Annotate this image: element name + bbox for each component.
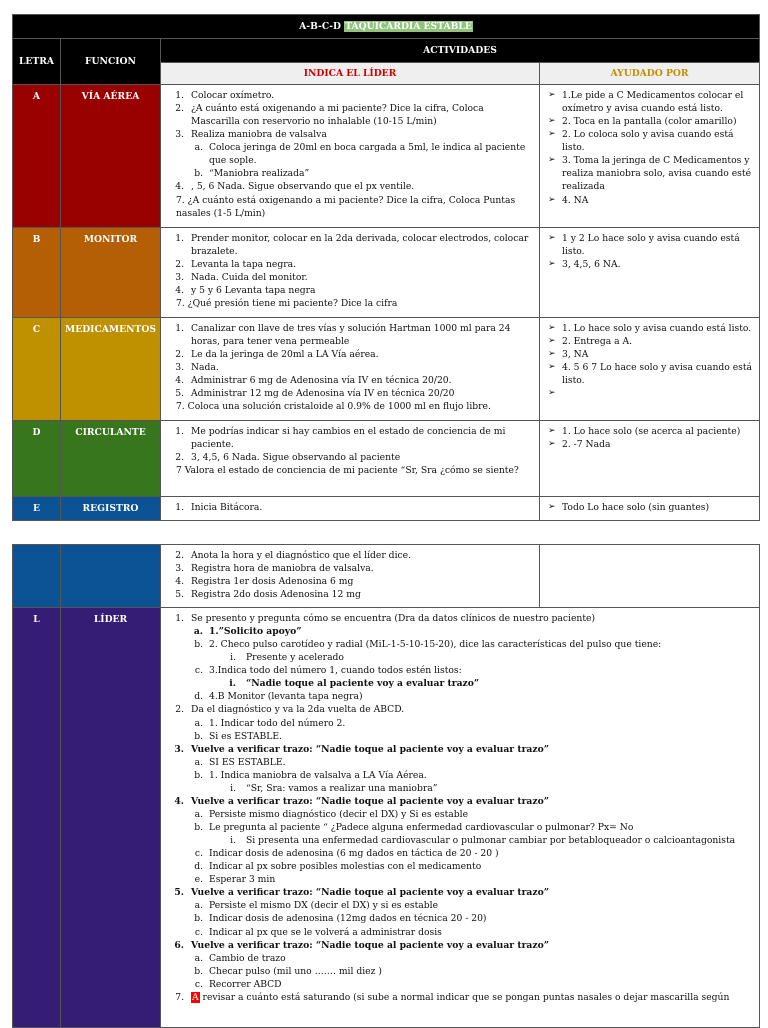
item-number: a. [194, 900, 203, 912]
helper-text: 2. -7 Nada [562, 439, 611, 451]
helper-text: Todo Lo hace solo (sin guantes) [562, 502, 710, 513]
item-number: 2. [175, 103, 184, 115]
arrow-bullet-icon: ➢ [548, 349, 556, 360]
item-text-rest: revisar a cuánto está saturando (si sube a normal indicar que se pongan puntas nasales o dejar mascarilla según [199, 991, 730, 1003]
item-number: 2. [175, 452, 184, 464]
item-text: Registra hora de maniobra de valsalva. [191, 563, 374, 575]
row-d [13, 421, 760, 497]
list-item [166, 297, 535, 310]
item-text: Checar pulso (mil uno ……. mil diez ) [209, 965, 382, 977]
letter-cell [13, 545, 61, 608]
item-text: “Maniobra realizada” [209, 168, 310, 180]
helper-item [548, 387, 755, 400]
letter-cell: D [13, 421, 61, 497]
item-number: c. [194, 978, 203, 990]
list-item [166, 743, 755, 756]
helper-text: 2. Toca en la pantalla (color amarillo) [562, 116, 737, 128]
item-number: 4. [175, 285, 184, 297]
item-text: Registra 1er dosis Adenosina 6 mg [191, 576, 354, 588]
item-text: 7 Valora el estado de conciencia de mi paciente “Sr, Sra ¿cómo se siente? [176, 465, 519, 477]
arrow-bullet-icon: ➢ [548, 502, 556, 512]
item-text: Colocar oxímetro. [191, 90, 275, 101]
item-text: Esperar 3 min [209, 874, 276, 886]
helper-item [548, 425, 755, 438]
col-actividades: ACTIVIDADES [161, 39, 760, 63]
list-item [166, 575, 535, 588]
item-text: Le pregunta al paciente “ ¿Padece alguna enfermedad cardiovascular o pulmonar? Px= No [209, 822, 634, 833]
list-item [166, 232, 535, 258]
item-text: Indicar al px sobre posibles molestias con el medicamento [209, 861, 482, 873]
item-number: b. [194, 769, 203, 781]
activities-cell [161, 497, 540, 521]
item-text: 7. ¿Qué presión tiene mi paciente? Dice la cifra [176, 298, 398, 310]
item-text: 1. Indicar todo del número 2. [209, 717, 346, 729]
list-item [166, 808, 755, 821]
list-item [166, 991, 755, 1004]
arrow-bullet-icon: ➢ [548, 155, 556, 166]
item-number: 2. [175, 259, 184, 271]
item-text: Le da la jeringa de 20ml a LA Vía aérea. [191, 349, 379, 361]
arrow-bullet-icon: ➢ [548, 259, 556, 270]
item-number: b. [194, 639, 203, 651]
row-e-continued [13, 545, 760, 608]
item-text: y 5 y 6 Levanta tapa negra [191, 285, 316, 297]
list-item [166, 180, 535, 193]
function-cell: REGISTRO [61, 497, 161, 521]
item-number: d. [194, 691, 203, 703]
list-item [166, 348, 535, 361]
item-number: 2. [175, 349, 184, 361]
item-number: 5. [175, 388, 184, 400]
item-text: “Nadie toque al paciente voy a evaluar trazo” [246, 678, 480, 690]
title-highlight: TAQUICARDIA ESTABLE [345, 20, 472, 32]
item-text: 7. Coloca una solución cristaloide al 0.9% de 1000 ml en flujo libre. [176, 401, 491, 413]
helper-cell [540, 318, 760, 421]
item-number: b. [194, 168, 203, 180]
function-cell: CIRCULANTE [61, 421, 161, 497]
list-item [166, 834, 755, 847]
list-item [166, 89, 535, 102]
item-number: 1. [175, 233, 184, 244]
row-e [13, 497, 760, 521]
item-number: a. [193, 626, 203, 638]
helper-text: 1.Le pide a C Medicamentos colocar el oxímetro y avisa cuando está listo. [562, 90, 744, 115]
list-item [166, 638, 755, 651]
list-item [166, 128, 535, 141]
list-item [166, 374, 535, 387]
helper-text: 2. Entrega a A. [562, 336, 633, 348]
helper-text: 4. 5 6 7 Lo hace solo y avisa cuando está listo. [562, 362, 753, 387]
list-item [166, 978, 755, 991]
item-text: Anota la hora y el diagnóstico que el líder dice. [191, 550, 412, 561]
item-text: Si presenta una enfermedad cardiovascular o pulmonar cambiar por betabloqueador o calcioantagonista [246, 835, 736, 847]
list-item [166, 703, 755, 716]
list-item [166, 588, 535, 601]
item-number: 3. [175, 362, 184, 374]
helper-text: 2. Lo coloca solo y avisa cuando está listo. [562, 129, 734, 154]
activities-cell [161, 85, 540, 228]
list-item [166, 258, 535, 271]
title-prefix: A-B-C-D [299, 20, 345, 32]
item-text: Prender monitor, colocar en la 2da derivada, colocar electrodos, colocar brazalete. [191, 233, 529, 258]
item-text: Da el diagnóstico y va la 2da vuelta de ABCD. [191, 704, 405, 716]
item-number: 2. [175, 704, 184, 716]
item-text: 2. Checo pulso carotídeo y radial (MiL-1-5-10-15-20), dice las características del pulso que tiene: [209, 639, 662, 651]
item-number: 5. [175, 589, 184, 601]
item-text: 3.Indica todo del número 1, cuando todos estén listos: [209, 665, 462, 677]
item-text: Administrar 12 mg de Adenosina vía IV en técnica 20/20 [191, 388, 455, 400]
item-text: Persiste mismo diagnóstico (decir el DX) y Si es estable [209, 808, 469, 820]
item-number: d. [194, 861, 203, 873]
helper-item [548, 322, 755, 335]
list-item [166, 690, 755, 703]
list-item [166, 451, 535, 464]
item-text: 1.”Solicito apoyo” [209, 626, 302, 638]
helper-item [548, 348, 755, 361]
list-item [166, 899, 755, 912]
helper-item [548, 115, 755, 128]
arrow-bullet-icon: ➢ [548, 323, 556, 333]
helper-text: 1. Lo hace solo y avisa cuando está listo. [562, 323, 752, 334]
helper-item [548, 128, 755, 154]
item-number: i. [230, 652, 236, 664]
list-item [166, 873, 755, 886]
list-item [166, 860, 755, 873]
list-item [166, 782, 755, 795]
activities-cell [161, 228, 540, 318]
item-number: i. [230, 835, 236, 847]
list-item [166, 549, 535, 562]
list-item [166, 141, 535, 167]
row-c [13, 318, 760, 421]
item-number: 4. [175, 375, 184, 387]
list-item [166, 886, 755, 899]
list-item [166, 912, 755, 925]
item-text: Coloca jeringa de 20ml en boca cargada a 5ml, le indica al paciente que sople. [209, 142, 526, 167]
list-item [166, 400, 535, 413]
item-number: b. [194, 822, 203, 833]
item-number: 1. [175, 613, 184, 624]
item-text: 7. ¿A cuánto está oxigenando a mi paciente? Dice la cifra, Coloca Puntas nasales (1-5 L/min) [176, 194, 516, 219]
list-item [166, 926, 755, 939]
arrow-bullet-icon: ➢ [548, 439, 556, 450]
list-item [166, 425, 535, 451]
item-number: a. [194, 952, 203, 964]
item-text: Presente y acelerado [246, 652, 344, 664]
item-number: 4. [175, 576, 184, 588]
item-text: Se presento y pregunta cómo se encuentra (Dra da datos clínicos de nuestro paciente) [191, 613, 596, 624]
helper-item [548, 89, 755, 115]
item-text: ¿A cuánto está oxigenando a mi paciente? Dice la cifra, Coloca Mascarilla con reservorio no inhalable (10-15 L/min) [191, 103, 484, 128]
item-number: a. [194, 756, 203, 768]
list-item [166, 952, 755, 965]
item-text: , 5, 6 Nada. Sigue observando que el px ventile. [191, 181, 415, 193]
item-number: a. [194, 717, 203, 729]
helper-text: 3. Toma la jeringa de C Medicamentos y realiza maniobra solo, avisa cuando esté realizada [562, 155, 752, 193]
helper-cell [540, 421, 760, 497]
item-number: 1. [175, 90, 184, 101]
activities-cell [161, 318, 540, 421]
helper-item [548, 501, 755, 514]
letter-cell: A [13, 85, 61, 228]
activities-cell [161, 421, 540, 497]
sub-ayudado-por: AYUDADO POR [540, 63, 760, 85]
item-text: Persiste el mismo DX (decir el DX) y si es estable [209, 900, 439, 912]
helper-item [548, 438, 755, 451]
item-text: Indicar dosis de adenosina (12mg dados en técnica 20 - 20) [209, 913, 487, 925]
helper-text: 3, 4,5, 6 NA. [562, 259, 621, 271]
item-text: Vuelve a verificar trazo: “Nadie toque al paciente voy a evaluar trazo” [191, 939, 549, 951]
item-text: Nada. Cuida del monitor. [191, 272, 308, 284]
item-text: Vuelve a verificar trazo: “Nadie toque al paciente voy a evaluar trazo” [191, 795, 549, 807]
row-b [13, 228, 760, 318]
item-number: 4. [175, 181, 184, 193]
item-text: Levanta la tapa negra. [191, 259, 297, 271]
item-number: e. [194, 874, 203, 886]
item-number: a. [194, 808, 203, 820]
helper-item [548, 194, 755, 207]
item-text: Administrar 6 mg de Adenosina vía IV en técnica 20/20. [191, 375, 452, 387]
item-text: Me podrías indicar si hay cambios en el estado de conciencia de mi paciente. [191, 426, 506, 451]
item-number: 3. [175, 272, 184, 284]
item-text: Indicar al px que se le volverá a administrar dosis [209, 926, 442, 938]
list-item [166, 284, 535, 297]
item-text: Recorrer ABCD [209, 978, 282, 990]
item-number: 1. [175, 502, 184, 513]
helper-text: 1 y 2 Lo hace solo y avisa cuando está listo. [562, 233, 740, 258]
helper-cell [540, 497, 760, 521]
item-number: 3. [175, 129, 184, 141]
list-item [166, 102, 535, 128]
column-header-row [13, 39, 760, 63]
item-number: b. [194, 913, 203, 925]
highlight-mark: A [192, 991, 199, 1003]
helper-cell [540, 228, 760, 318]
activities-cell [161, 608, 760, 1028]
arrow-bullet-icon: ➢ [548, 426, 556, 436]
helper-item [548, 258, 755, 271]
list-item [166, 625, 755, 638]
letter-cell: E [13, 497, 61, 521]
list-item [166, 939, 755, 952]
table-title [13, 15, 760, 39]
item-text: Si es ESTABLE. [209, 730, 282, 742]
helper-text [562, 387, 755, 400]
item-text: 3, 4,5, 6 Nada. Sigue observando al paciente [191, 452, 401, 464]
list-item [166, 194, 535, 220]
item-number: 6. [174, 939, 184, 951]
function-cell [61, 545, 161, 608]
list-item [166, 464, 535, 477]
activities-cell [161, 545, 540, 608]
item-number: 1. [175, 426, 184, 437]
letter-cell: B [13, 228, 61, 318]
list-item [166, 795, 755, 808]
list-item [166, 677, 755, 690]
function-cell: LÍDER [61, 608, 161, 1028]
arrow-bullet-icon: ➢ [548, 90, 556, 100]
helper-item [548, 361, 755, 387]
abcd-table-continued [12, 544, 760, 1028]
item-number: 3. [175, 563, 184, 575]
item-number: 5. [174, 887, 184, 899]
item-number: a. [194, 142, 203, 154]
helper-item [548, 232, 755, 258]
arrow-bullet-icon: ➢ [548, 116, 556, 127]
helper-text: 1. Lo hace solo (se acerca al paciente) [562, 426, 741, 437]
item-text: Indicar dosis de adenosina (6 mg dados en táctica de 20 - 20 ) [209, 848, 499, 860]
function-cell: MONITOR [61, 228, 161, 318]
item-number: b. [194, 965, 203, 977]
helper-cell [540, 545, 760, 608]
item-number: i. [230, 782, 236, 794]
arrow-bullet-icon: ➢ [548, 233, 556, 243]
item-text: Registra 2do dosis Adenosina 12 mg [191, 589, 361, 601]
item-number: 7. [175, 991, 184, 1003]
item-text: Vuelve a verificar trazo: “Nadie toque al paciente voy a evaluar trazo” [191, 887, 549, 899]
item-number: 3. [174, 743, 184, 755]
arrow-bullet-icon: ➢ [548, 129, 556, 140]
item-number: b. [194, 730, 203, 742]
list-item [166, 562, 535, 575]
col-funcion: FUNCION [61, 39, 161, 85]
list-item [166, 167, 535, 180]
item-number: 1. [175, 323, 184, 334]
list-item [166, 612, 755, 625]
item-text: Vuelve a verificar trazo: “Nadie toque al paciente voy a evaluar trazo” [191, 743, 549, 755]
item-text: 4.B Monitor (levanta tapa negra) [209, 691, 363, 703]
list-item [166, 651, 755, 664]
list-item [166, 664, 755, 677]
list-item [166, 965, 755, 978]
item-number: 4. [174, 795, 184, 807]
item-text: “Sr, Sra: vamos a realizar una maniobra” [246, 782, 438, 794]
item-number: 2. [175, 550, 184, 561]
list-item [166, 847, 755, 860]
item-number: c. [194, 665, 203, 677]
list-item [166, 387, 535, 400]
function-cell: VÍA AÉREA [61, 85, 161, 228]
letter-cell: L [13, 608, 61, 1028]
item-text: Canalizar con llave de tres vías y solución Hartman 1000 ml para 24 horas, para tener vena permeable [191, 323, 511, 348]
item-number: c. [194, 926, 203, 938]
helper-item [548, 154, 755, 193]
item-text: Cambio de trazo [209, 952, 286, 964]
list-item [166, 769, 755, 782]
function-cell: MEDICAMENTOS [61, 318, 161, 421]
list-item [166, 730, 755, 743]
item-text: Realiza maniobra de valsalva [191, 129, 327, 141]
item-text: Inicia Bitácora. [191, 502, 263, 513]
list-item [166, 717, 755, 730]
list-item [166, 322, 535, 348]
list-item [166, 501, 535, 514]
arrow-bullet-icon: ➢ [548, 336, 556, 347]
list-item [166, 756, 755, 769]
arrow-bullet-icon: ➢ [548, 362, 556, 373]
helper-text: 3, NA [562, 349, 589, 361]
abcd-table [12, 14, 760, 521]
item-text: Nada. [191, 362, 219, 374]
item-text: 1. Indica maniobra de valsalva a LA Vía Aérea. [209, 769, 427, 781]
item-number: i. [229, 678, 236, 690]
helper-cell [540, 85, 760, 228]
arrow-bullet-icon: ➢ [548, 388, 556, 399]
helper-item [548, 335, 755, 348]
list-item [166, 821, 755, 834]
letter-cell: C [13, 318, 61, 421]
item-text [191, 991, 755, 1004]
helper-text: 4. NA [562, 194, 589, 206]
sub-indica-lider: INDICA EL LÍDER [161, 63, 540, 85]
row-a [13, 85, 760, 228]
item-number: c. [194, 848, 203, 860]
list-item [166, 271, 535, 284]
col-letra: LETRA [13, 39, 61, 85]
item-text: SI ES ESTABLE. [209, 756, 286, 768]
list-item [166, 361, 535, 374]
arrow-bullet-icon: ➢ [548, 194, 556, 205]
row-l [13, 608, 760, 1028]
title-row [13, 15, 760, 39]
